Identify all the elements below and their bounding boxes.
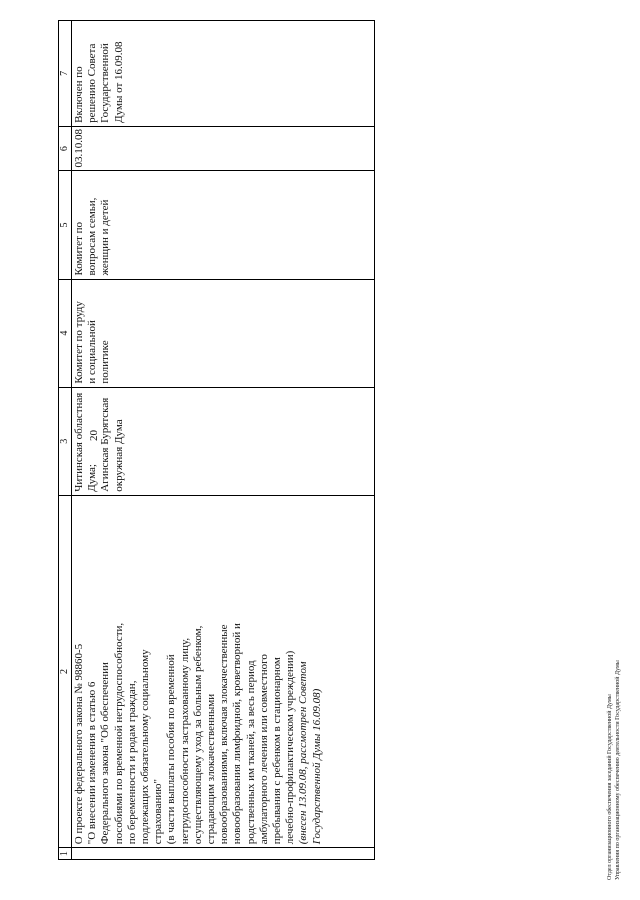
text-line: страдающим злокачественными bbox=[205, 693, 218, 845]
text-line: осуществляющему уход за больным ребенком, bbox=[191, 625, 204, 845]
text-line: Комитет по bbox=[73, 221, 85, 276]
text-line: Дума; bbox=[86, 464, 99, 492]
text-line: новообразования лимфоидной, кроветворной и bbox=[231, 623, 244, 845]
decision-cell bbox=[72, 21, 375, 127]
text-line: подлежащих обязательному социальному bbox=[139, 649, 152, 845]
text-line: и социальной bbox=[86, 320, 99, 384]
column-number: 7 bbox=[59, 21, 72, 127]
text-line: Комитет по труду bbox=[73, 301, 85, 384]
text-line: (в части выплаты пособия по временной bbox=[165, 654, 178, 845]
text-line: (внесен 13.09.08, рассмотрен Советом bbox=[297, 661, 310, 845]
text-line: страхованию" bbox=[152, 779, 165, 845]
text-line: пребывания с ребенком в стационарном bbox=[271, 657, 284, 845]
column-number-row bbox=[59, 21, 72, 860]
text-line: Читинская областная bbox=[73, 392, 85, 492]
text-line: окружная Дума bbox=[112, 419, 125, 492]
text-line: решению Совета bbox=[86, 43, 99, 123]
column-number: 4 bbox=[59, 279, 72, 387]
column-number: 6 bbox=[59, 126, 72, 171]
bill-note bbox=[297, 499, 323, 845]
footer-line: Отдел организационного обеспечения заседаний Государственной Думы bbox=[607, 694, 613, 880]
text-line: по беременности и родам граждан, bbox=[125, 680, 138, 845]
row-number-cell bbox=[72, 848, 375, 860]
text-line: родственных им тканей, за весь период bbox=[244, 660, 257, 845]
text-line: "О внесении изменения в статью 6 bbox=[86, 681, 99, 845]
text-line: нетрудоспособности застрахованному лицу, bbox=[178, 637, 191, 845]
rotated-table-container bbox=[58, 20, 578, 860]
text-line: новообразованиями, включая злокачественные bbox=[218, 624, 231, 845]
text-line: женщин и детей bbox=[99, 199, 112, 276]
text-line: пособиями по временной нетрудоспособности, bbox=[112, 622, 125, 845]
text-line: Государственной bbox=[99, 43, 112, 123]
table-row bbox=[72, 21, 375, 860]
text-line: политике bbox=[99, 340, 112, 384]
column-number: 3 bbox=[59, 387, 72, 495]
text-line: Федерального закона "Об обеспечении bbox=[99, 662, 112, 845]
footer bbox=[606, 660, 622, 880]
text-line: О проекте федерального закона № 98860-5 bbox=[73, 643, 85, 845]
committee-cell bbox=[72, 279, 375, 387]
text-line: лечебно-профилактическом учреждении) bbox=[284, 650, 297, 845]
column-number: 1 bbox=[59, 848, 72, 860]
bill-title-cell bbox=[72, 495, 375, 848]
bill-title-text bbox=[73, 499, 297, 845]
text-line: Государственной Думы 16.09.08) bbox=[310, 688, 323, 845]
column-number: 5 bbox=[59, 171, 72, 279]
bills-table bbox=[58, 20, 375, 860]
text-line: Думы от 16.09.08 bbox=[112, 41, 125, 123]
text-line: Включен по bbox=[73, 66, 85, 123]
column-number: 2 bbox=[59, 495, 72, 848]
text-line: Агинская Бурятская bbox=[99, 397, 112, 492]
text-line: вопросам семьи, bbox=[86, 197, 99, 276]
initiator-cell bbox=[72, 387, 375, 495]
date-cell: 03.10.08 bbox=[72, 126, 375, 171]
co-committee-cell bbox=[72, 171, 375, 279]
footer-line: Управления по организационному обеспечению деятельности Государственной Думы bbox=[615, 660, 621, 880]
text-line: амбулаторного лечения или совместного bbox=[257, 654, 270, 845]
page-number: 20 bbox=[88, 430, 100, 441]
